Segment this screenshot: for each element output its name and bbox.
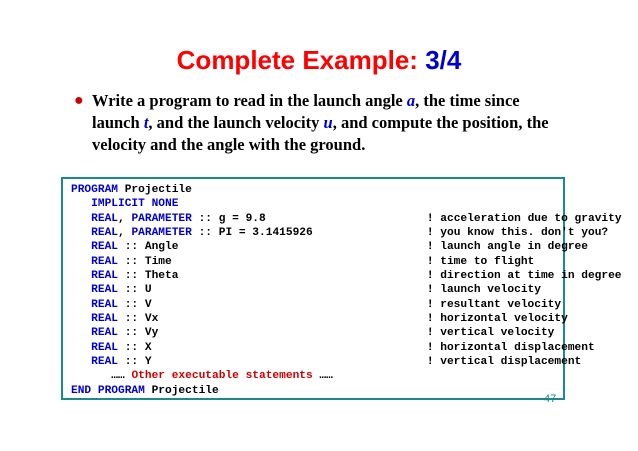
code-listing: [71, 183, 622, 398]
bullet-dot-icon: ●: [74, 92, 84, 109]
code-line: REAL, PARAMETER :: g = 9.8 ! acceleration due to gravity: [71, 212, 622, 225]
code-line: …… Other executable statements ……: [71, 370, 333, 383]
code-line: IMPLICIT NONE: [71, 198, 179, 211]
code-line: REAL :: Theta ! direction at time in degree: [71, 270, 622, 283]
title-text: Complete Example:: [176, 45, 418, 75]
bullet-part-2: , the time since launch: [92, 91, 520, 132]
bullet-part-1: Write a program to read in the launch angle: [92, 91, 407, 110]
code-line: REAL :: Y ! vertical displacement: [71, 356, 582, 369]
code-line: REAL :: U ! launch velocity: [71, 284, 541, 297]
code-line: REAL :: X ! horizontal displacement: [71, 341, 595, 354]
var-t: t: [143, 113, 149, 132]
code-line: REAL :: V ! resultant velocity: [71, 298, 562, 311]
code-line: REAL :: Vx ! horizontal velocity: [71, 313, 568, 326]
var-u: u: [323, 113, 333, 132]
title-part-number: 3/4: [425, 45, 462, 75]
code-line: REAL :: Vy ! vertical velocity: [71, 327, 555, 340]
var-a: a: [406, 91, 416, 110]
bullet-text: [74, 90, 562, 156]
page-number: 47: [544, 393, 557, 405]
slide-title: [0, 44, 638, 76]
bullet-part-4: , and compute the position, the velocity and the angle with the ground.: [92, 113, 549, 154]
code-listing-box: [61, 177, 622, 400]
code-line: REAL :: Angle ! launch angle in degree: [71, 241, 588, 254]
bullet-part-3: , and the launch velocity: [148, 113, 324, 132]
code-line: REAL :: Time ! time to flight: [71, 255, 535, 268]
code-line: REAL, PARAMETER :: PI = 3.1415926 ! you know this. don't you?: [71, 227, 609, 240]
code-line: END PROGRAM Projectile: [71, 384, 219, 397]
code-line: PROGRAM Projectile: [71, 184, 192, 196]
